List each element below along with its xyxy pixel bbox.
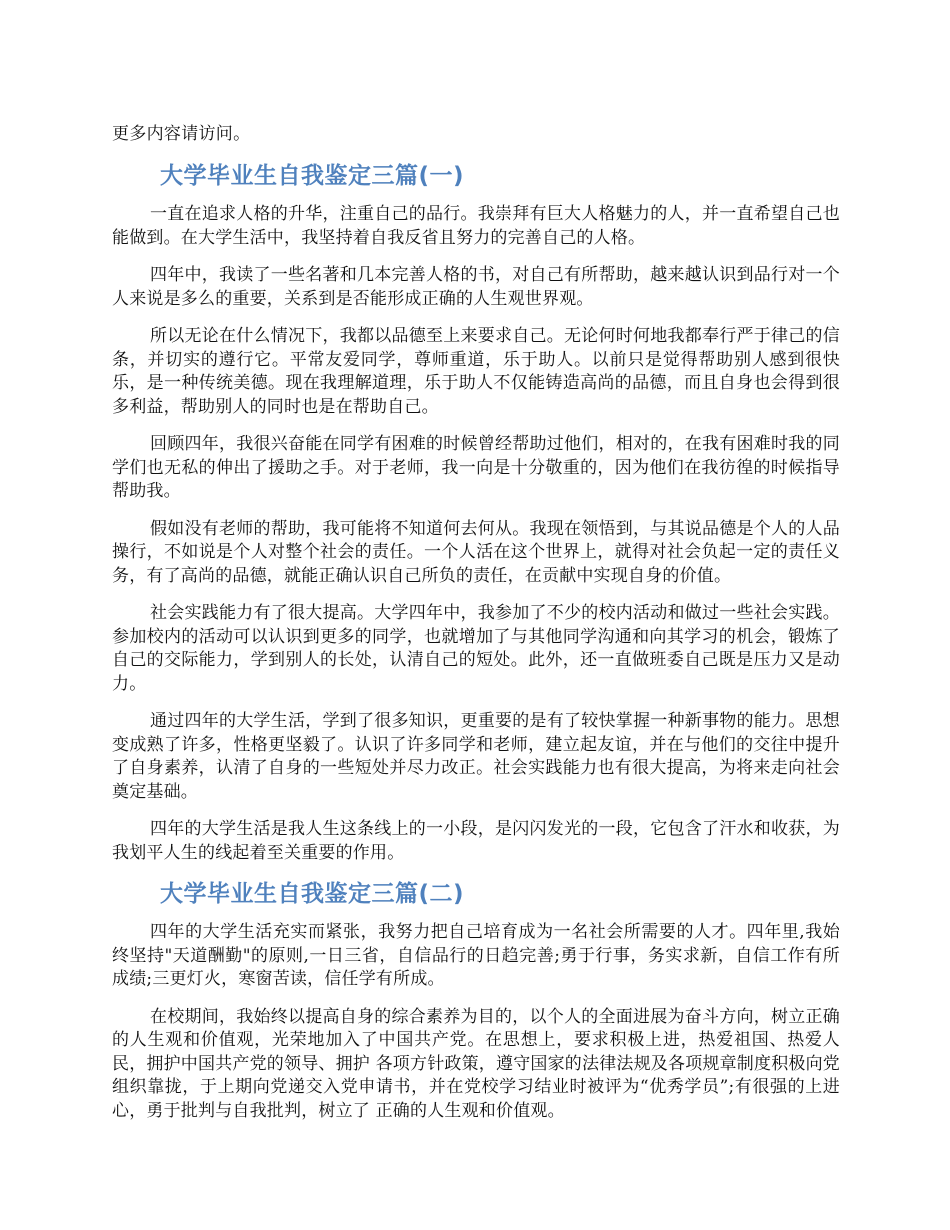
paragraph: 在校期间，我始终以提高自身的综合素养为目的，以个人的全面进展为奋斗方向，树立正确的人生观和价值观，光荣地加入了中国共产党。在思想上，要求积极上进，热爱祖国、热爱人民，拥护中国共产党的领导、拥护 各项方针政策，遵守国家的法律法规及各项规章制度积极向党组织靠拢，于上期向党递交入党申请书，并在党校学习结业时被评为“优秀学员”;有很强的上进心，勇于批判与自我批判，树立了 正确的人生观和价值观。 [112, 1006, 841, 1121]
section-2 [112, 879, 840, 1123]
paragraph: 通过四年的大学生活，学到了很多知识，更重要的是有了较快掌握一种新事物的能力。思想变成熟了许多，性格更坚毅了。认识了许多同学和老师，建立起友谊，并在与他们的交往中提升了自身素养，认清了自身的一些短处并尽力改正。社会实践能力也有很大提高，为将来走向社会奠定基础。 [112, 711, 840, 802]
paragraph: 一直在追求人格的升华，注重自己的品行。我崇拜有巨大人格魅力的人，并一直希望自己也能做到。在大学生活中，我坚持着自我反省且努力的完善自己的人格。 [112, 204, 840, 248]
section-title: 大学毕业生自我鉴定三篇(二) [160, 881, 465, 907]
paragraph: 四年中，我读了一些名著和几本完善人格的书，对自己有所帮助，越来越认识到品行对一个人来说是多么的重要，关系到是否能形成正确的人生观世界观。 [112, 265, 840, 309]
section-1 [112, 161, 840, 865]
paragraph: 社会实践能力有了很大提高。大学四年中，我参加了不少的校内活动和做过一些社会实践。参加校内的活动可以认识到更多的同学，也就增加了与其他同学沟通和向其学习的机会，锻炼了自己的交际能力，学到别人的长处，认清自己的短处。此外，还一直做班委自己既是压力又是动力。 [112, 603, 840, 694]
paragraph: 假如没有老师的帮助，我可能将不知道何去何从。我现在领悟到，与其说品德是个人的人品操行，不如说是个人对整个社会的责任。一个人活在这个世界上，就得对社会负起一定的责任义务，有了高尚的品德，就能正确认识自己所负的责任，在贡献中实现自身的价值。 [112, 518, 840, 586]
document-page [112, 122, 840, 1137]
paragraph: 所以无论在什么情况下，我都以品德至上来要求自己。无论何时何地我都奉行严于律己的信条，并切实的遵行它。平常友爱同学，尊师重道，乐于助人。以前只是觉得帮助别人感到很快乐，是一种传统美德。现在我理解道理，乐于助人不仅能铸造高尚的品德，而且自身也会得到很多利益，帮助别人的同时也是在帮助自己。 [112, 326, 840, 417]
paragraph: 四年的大学生活是我人生这条线上的一小段，是闪闪发光的一段，它包含了汗水和收获，为我划平人生的线起着至关重要的作用。 [112, 819, 840, 863]
intro-text: 更多内容请访问。 [112, 124, 251, 144]
section-title: 大学毕业生自我鉴定三篇(一) [160, 163, 465, 189]
paragraph: 回顾四年，我很兴奋能在同学有困难的时候曾经帮助过他们，相对的，在我有困难时我的同学们也无私的伸出了援助之手。对于老师，我一向是十分敬重的，因为他们在我彷徨的时候指导帮助我。 [112, 434, 840, 501]
paragraph: 四年的大学生活充实而紧张，我努力把自己培育成为一名社会所需要的人才。四年里,我始终坚持"天道酬勤"的原则,一日三省，自信品行的日趋完善;勇于行事，务实求新，自信工作有所成绩;三更灯火，寒窗苦读，信任学有所成。 [112, 922, 840, 989]
